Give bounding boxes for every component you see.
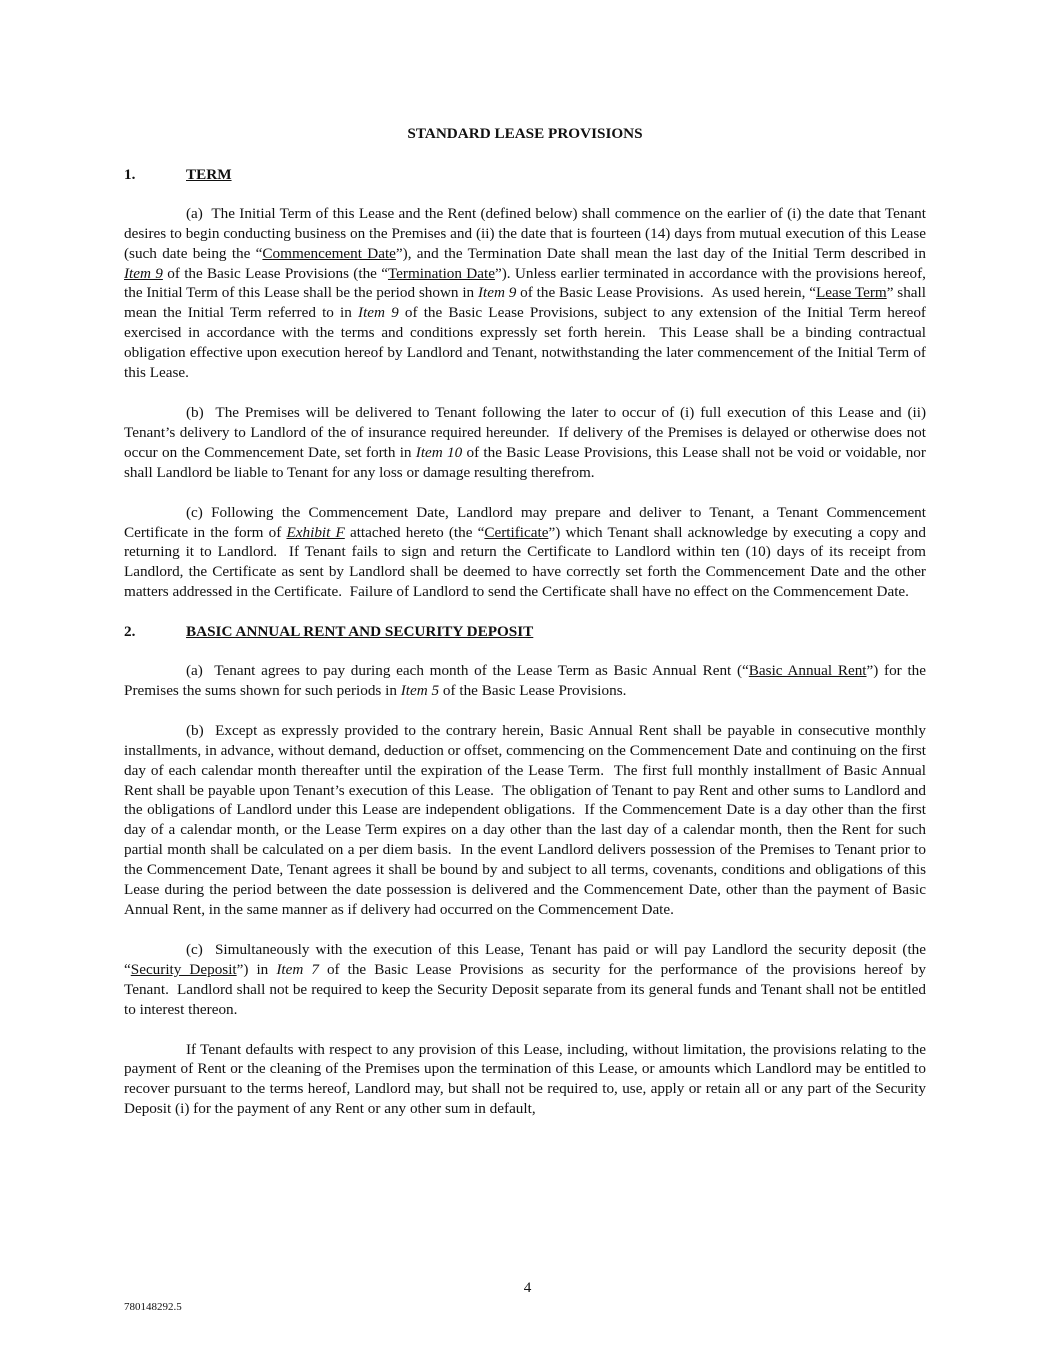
paragraph-2c: [124, 940, 926, 1020]
defined-term: Termination Date: [387, 264, 495, 282]
defined-term: Item 7: [276, 960, 319, 978]
paragraph-text: of the Basic Lease Provisions (the “: [162, 264, 388, 282]
paragraph-text: (c) Simultaneously with the execution of this Lease, Tenant has paid or will pay Landlord the security deposit (the “: [124, 940, 926, 978]
defined-term: Item 9: [358, 304, 399, 322]
page-number: 4: [523, 1279, 532, 1296]
defined-term: Item 10: [415, 443, 463, 461]
section-basic-annual-rent: [124, 622, 926, 1119]
paragraph-text: (b) The Premises will be delivered to Tenant following the later to occur of (i) full execution of this Lease and (ii) Tenant’s delivery to Landlord of the of insurance required hereunder. If delivery of the Premises is delayed or otherwise does not occur on the Commencement Date, set forth in: [124, 403, 926, 461]
paragraph-text: of the Basic Lease Provisions.: [439, 681, 627, 699]
paragraph-text: ”) which Tenant shall acknowledge by executing a copy and returning it to Landlord. If Tenant fails to sign and return the Certificate to Landlord within ten (10) days of its receipt from Landlord, the Certificate as sent by Landlord shall be deemed to have correctly set forth the Commencement Date and the other matters addressed in the Certificate. Failure of Landlord to send the Certificate shall have no effect on the Commencement Date.: [124, 523, 926, 601]
section-number: 1.: [124, 165, 136, 183]
defined-term: Basic Annual Rent: [748, 662, 867, 680]
paragraph-text: ”). Unless earlier terminated in accordance with the provisions hereof, the Initial Term of this Lease shall be the period shown in: [124, 264, 926, 302]
paragraph-text: (c) Following the Commencement Date, Landlord may prepare and deliver to Tenant, a Tenant Commencement Certificate in the form of: [124, 503, 926, 541]
section-title: TERM: [186, 165, 232, 183]
defined-term: Lease Term: [815, 284, 887, 302]
paragraph-text: (a) Tenant agrees to pay during each month of the Lease Term as Basic Annual Rent (“: [186, 662, 749, 680]
paragraph-text: of the Basic Lease Provisions. As used herein, “: [516, 284, 816, 302]
defined-term: Certificate: [484, 523, 549, 541]
section-term: [124, 165, 926, 602]
paragraph-2-default: [124, 1040, 926, 1120]
page-title: STANDARD LEASE PROVISIONS: [407, 125, 643, 142]
document-id: 780148292.5: [124, 1301, 182, 1313]
paragraph-text: ”) for the Premises the sums shown for such periods in: [124, 662, 926, 699]
paragraph-text: ”), and the Termination Date shall mean the last day of the Initial Term described in: [395, 244, 926, 262]
section-number: 2.: [124, 623, 136, 641]
defined-term: Security Deposit: [130, 960, 237, 978]
page-content: [124, 124, 926, 1139]
paragraph-text: attached hereto (the “: [344, 523, 485, 541]
paragraph-2b: [124, 721, 926, 920]
defined-term: Commencement Date: [262, 244, 396, 262]
defined-term: Item 9: [124, 264, 163, 282]
paragraph-2a: [124, 661, 926, 701]
section-heading: [124, 165, 926, 185]
paragraph-text: If Tenant defaults with respect to any provision of this Lease, including, without limitation, the provisions relating to the payment of Rent or the cleaning of the Premises upon the termination of this Lease, or amounts which Landlord may be entitled to recover pursuant to the terms hereof, Landlord may, but shall not be required to, use, apply or retain all or any part of the Security Deposit (i) for the payment of any Rent or any other sum in default,: [124, 1040, 926, 1118]
defined-term: Exhibit F: [286, 523, 345, 541]
paragraph-text: (a) The Initial Term of this Lease and the Rent (defined below) shall commence on the earlier of (i) the date that Tenant desires to begin conducting business on the Premises and (ii) the date that is fourteen (14) days from mutual execution of this Lease (such date being the “: [124, 204, 926, 262]
paragraph-text: of the Basic Lease Provisions, subject to any extension of the Initial Term hereof exercised in accordance with the terms and conditions expressly set forth herein. This Lease shall be a binding contractual obligation effective upon execution hereof by Landlord and Tenant, notwithstanding the later commencement of the Initial Term of this Lease.: [124, 304, 926, 382]
paragraph-text: (b) Except as expressly provided to the contrary herein, Basic Annual Rent shall be payable in consecutive monthly installments, in advance, without demand, deduction or offset, commencing on the Commencement Date and continuing on the first day of each calendar month thereafter until the expiration of the Lease Term. The first full monthly installment of Basic Annual Rent shall be payable upon Tenant’s execution of this Lease. The obligation of Tenant to pay Rent and other sums to Landlord and the obligations of Landlord under this Lease are independent obligations. If the Commencement Date is a day other than the first day of a calendar month, or the Lease Term expires on a day other than the last day of a calendar month, then the Rent for such partial month shall be calculated on a per diem basis. In the event Landlord delivers possession of the Premises to Tenant prior to the Commencement Date, Tenant agrees it shall be bound by and subject to all terms, covenants, conditions and obligations of this Lease during the period between the date possession is delivered and the Commencement Date, other than the payment of Basic Annual Rent, in the same manner as if delivery had occurred on the Commencement Date.: [124, 721, 926, 918]
paragraph-text: of the Basic Lease Provisions, this Lease shall not be void or voidable, nor shall Landlord be liable to Tenant for any loss or damage resulting therefrom.: [124, 443, 926, 481]
section-title: BASIC ANNUAL RENT AND SECURITY DEPOSIT: [186, 623, 534, 641]
defined-term: Item 5: [400, 681, 440, 699]
paragraph-1a: [124, 204, 926, 383]
paragraph-text: ” shall mean the Initial Term referred to in: [124, 284, 926, 322]
paragraph-text: ”) in: [236, 960, 277, 978]
defined-term: Item 9: [477, 284, 517, 302]
paragraph-1b: [124, 403, 926, 483]
paragraph-1c: [124, 503, 926, 603]
section-heading: [124, 622, 926, 642]
paragraph-text: of the Basic Lease Provisions as security for the performance of the provisions hereof by Tenant. Landlord shall not be required to keep the Security Deposit separate from its general funds and Tenant shall not be entitled to interest thereon.: [124, 960, 926, 1018]
